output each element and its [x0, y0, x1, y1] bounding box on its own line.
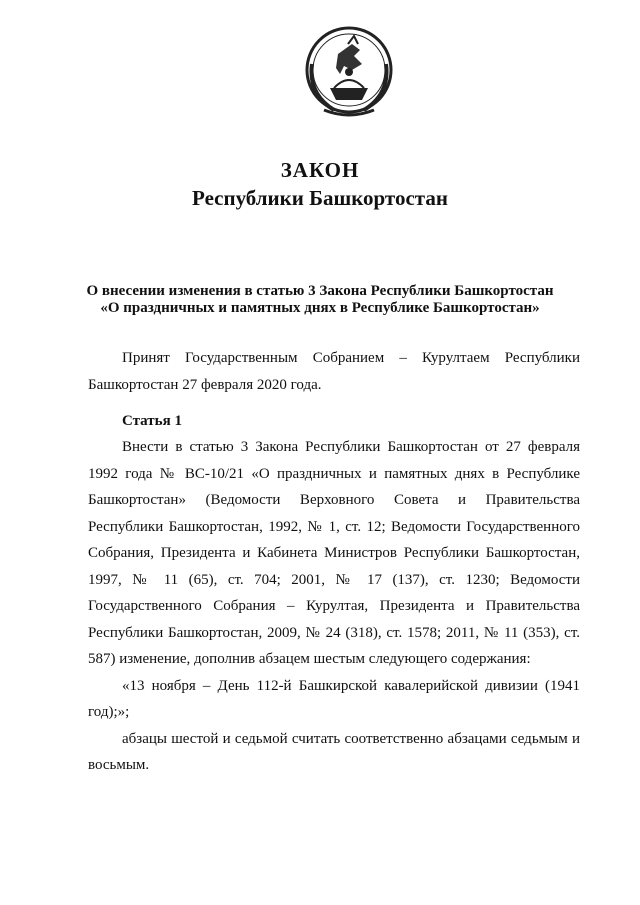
article-paragraph: «13 ноября – День 112-й Башкирской кавалерийской дивизии (1941 год);»; [88, 677, 580, 720]
republic-title: Республики Башкортостан [192, 186, 448, 210]
article-body [88, 434, 580, 779]
adoption-statement: Принят Государственным Собранием – Курултаем Республики Башкортостан 27 февраля 2020 года. [88, 350, 580, 393]
law-subject-line-1: О внесении изменения в статью 3 Закона Республики Башкортостан [86, 283, 554, 299]
coat-of-arms-emblem [304, 24, 394, 122]
law-title: ЗАКОН [280, 158, 360, 182]
article-paragraph: абзацы шестой и седьмой считать соответственно абзацами седьмым и восьмым. [88, 730, 580, 773]
law-subject-line-2: «О праздничных и памятных днях в Республике Башкортостан» [100, 300, 540, 316]
article-heading: Статья 1 [122, 413, 182, 429]
article-paragraph: Внести в статью 3 Закона Республики Башкортостан от 27 февраля 1992 года № ВС-10/21 «О праздничных и памятных днях в Республике Башкортостан» (Ведомости Верховного Совета и Правительства Республики Башкортостан, 1992, № 1, ст. 12; Ведомости Государственного Собрания, Президента и Кабинета Министров Республики Башкортостан, 1997, № 11 (65), ст. 704; 2001, № 17 (137), ст. 1230; Ведомости Государственного Собрания – Курултая, Президента и Правительства Республики Башкортостан, 2009, № 24 (318), ст. 1578; 2011, № 11 (353), ст. 587) изменение, дополнив абзацем шестым следующего содержания: [88, 439, 580, 667]
